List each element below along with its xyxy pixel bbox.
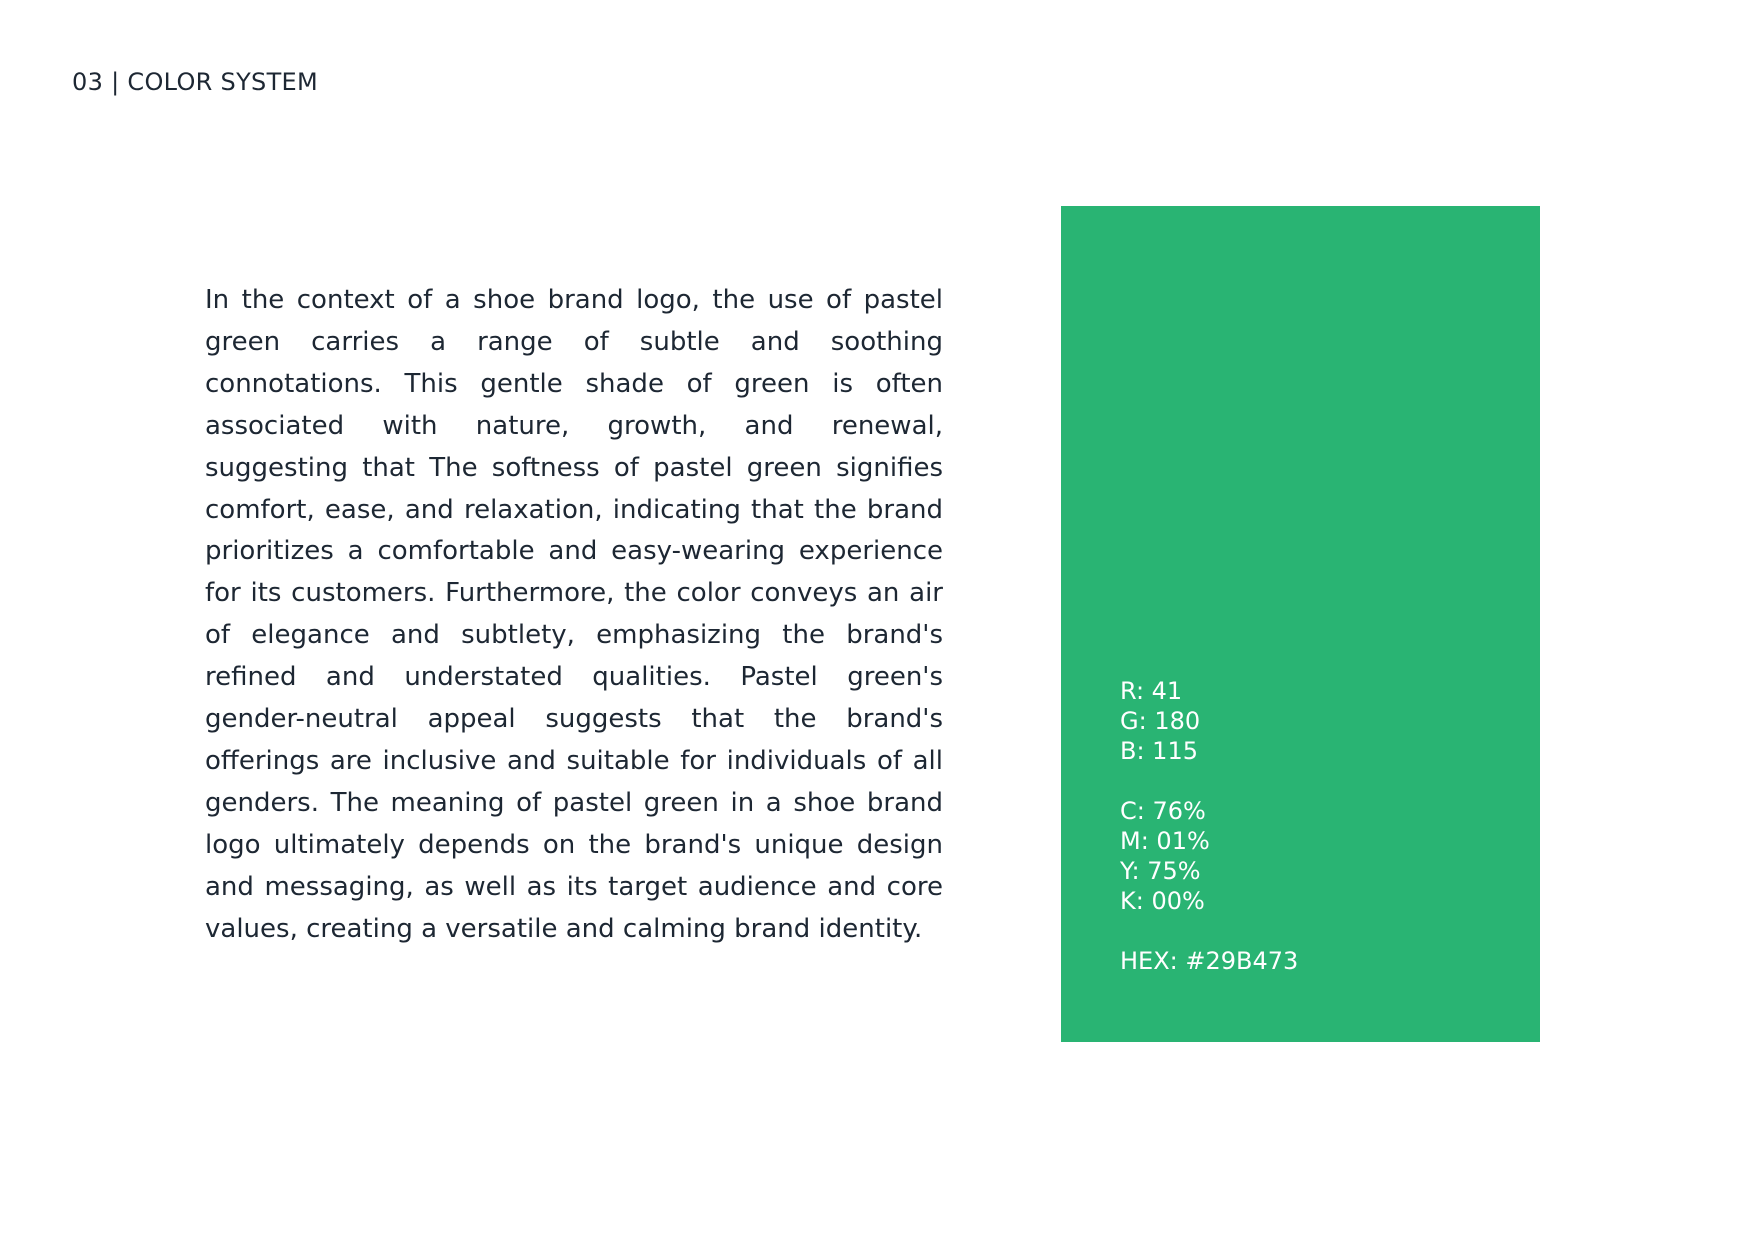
- rgb-red-value: R: 41: [1120, 677, 1183, 705]
- rgb-values: [1120, 676, 1298, 766]
- color-swatch: [1061, 206, 1540, 1042]
- page-title: 03 | COLOR SYSTEM: [72, 68, 319, 96]
- hex-value: HEX: #29B473: [1120, 947, 1299, 975]
- cmyk-magenta-value: M: 01%: [1120, 827, 1210, 855]
- rgb-blue-value: B: 115: [1120, 737, 1198, 765]
- rgb-green-value: G: 180: [1120, 707, 1201, 735]
- cmyk-key-value: K: 00%: [1120, 887, 1205, 915]
- description-paragraph: In the context of a shoe brand logo, the use of pastel green carries a range of subtle and soothing connotations. This gentle shade of green is often associated with nature, growth, and renewal, suggesting that The softness of pastel green signifies comfort, ease, and relaxation, indicating that the brand prioritizes a comfortable and easy-wearing experience for its customers. Furthermore, the color conveys an air of elegance and subtlety, emphasizing the brand's refined and understated qualities. Pastel green's gender-neutral appeal suggests that the brand's offerings are inclusive and suitable for individuals of all genders. The meaning of pastel green in a shoe brand logo ultimately depends on the brand's unique design and messaging, as well as its target audience and core values, creating a versatile and calming brand identity.: [205, 285, 943, 944]
- hex-value-group: [1120, 946, 1298, 976]
- cmyk-values: [1120, 796, 1298, 916]
- cmyk-cyan-value: C: 76%: [1120, 797, 1206, 825]
- color-values: [1120, 676, 1298, 976]
- cmyk-yellow-value: Y: 75%: [1120, 857, 1201, 885]
